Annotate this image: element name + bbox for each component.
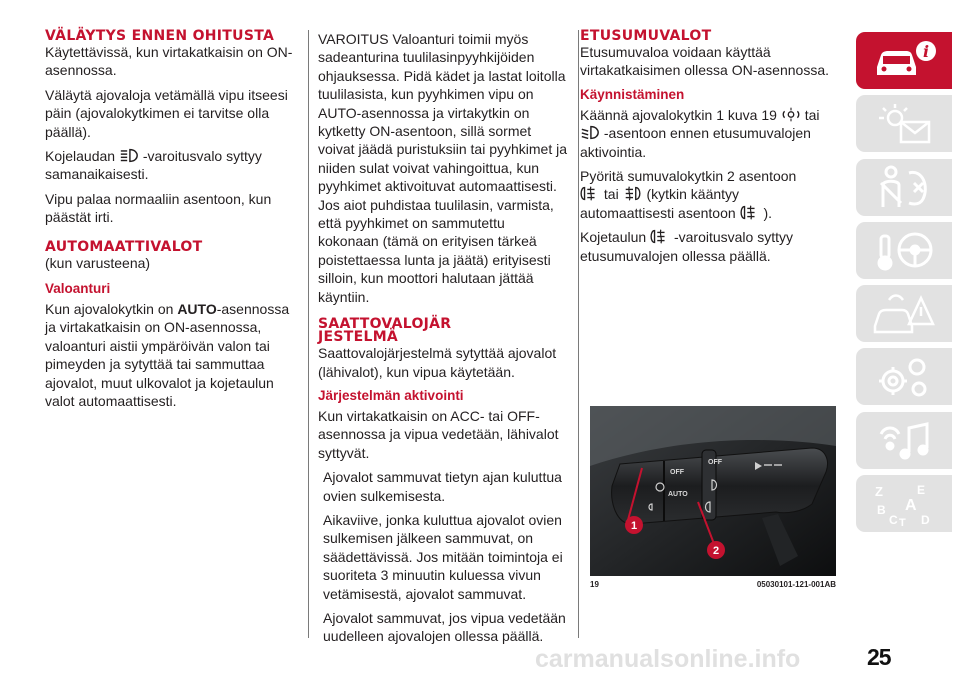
tab-warning-lights[interactable] <box>856 95 952 152</box>
tab-index[interactable] <box>856 475 952 532</box>
text: -varoitusvalo syttyy etusumuvalojen ollessa päällä. <box>580 229 793 264</box>
multimedia-icon <box>869 416 939 464</box>
paragraph: Saattovalojärjestelmä sytyttää ajovalot (lähivalot), kun vipua käytetään. <box>318 345 557 380</box>
text: tai <box>603 186 619 203</box>
text: -varoitusvalo syttyy samanaikaisesti. <box>45 148 262 183</box>
svg-text:Z: Z <box>875 483 883 499</box>
watermark: carmanualsonline.info <box>535 645 801 673</box>
paragraph <box>45 147 297 184</box>
tab-car-info[interactable] <box>856 32 952 89</box>
tab-emergencies[interactable] <box>856 285 952 342</box>
parking-lights-icon <box>781 106 801 123</box>
lever-label-off: OFF <box>708 459 722 466</box>
text: tai <box>804 106 820 123</box>
text: (kytkin kääntyy automaattisesti asentoon <box>580 186 740 221</box>
paragraph: Aikaviive, jonka kuluttua ajovalot ovien sulkemisen jälkeen sammuvat, on säädettävissä. Jos mitään toimintoja ei suoriteta 3 minuutin kuluessa vivun vetämisestä, ajovalot sammuvat. <box>323 511 563 602</box>
heading-system-activation: Järjestelmän aktivointi <box>318 387 464 403</box>
heading-escort-lights: SAATTOVALOJÄR JESTELMÄ <box>318 316 452 346</box>
lever-illustration <box>590 406 836 576</box>
column-right <box>580 30 830 271</box>
text: Käännä ajovalokytkin 1 kuva 19 <box>580 106 777 123</box>
car-info-icon <box>869 37 939 85</box>
svg-text:T: T <box>899 516 906 528</box>
breakdown-icon <box>869 290 939 338</box>
text: Kun ajovalokytkin on <box>45 301 178 318</box>
column-middle <box>318 30 568 652</box>
service-gears-icon <box>869 353 939 401</box>
heading-override: VÄLÄYTYS ENNEN OHITUSTA <box>45 28 275 44</box>
text: Pyöritä sumuvalokytkin 2 asentoon <box>580 168 797 185</box>
warning-paragraph: VAROITUS Valoanturi toimii myös sadeanturina tuulilasinpyyhkijöiden ohjauksessa. Pidä kädet ja lastat loitolla tuulilasista, kun pyyhkimen vipu on AUTO-asennossa ja virtakytkin on kytketty ON-asentoon, sillä sormet voivat jäädä puristuksiin tai pyyhkimet ja niiden sulat voivat vahingoittua, kun pyyhkimet aktivoituvat automaattisesti. Jos aiot puhdistaa tuulilasin, varmista, että pyyhkimet on sammutettu kokonaan (tämä on erityisen tärkeä poistettaessa lunta ja jäätä) erityisesti silloin, kun moottori halutaan jättää käyntiin. <box>318 31 568 305</box>
tab-multimedia[interactable] <box>856 412 952 469</box>
svg-text:D: D <box>921 512 930 527</box>
paragraph <box>45 300 297 410</box>
figure-lever-photo <box>590 406 836 576</box>
heading-activation: Käynnistäminen <box>580 86 685 102</box>
paragraph: Käytettävissä, kun virtakatkaisin on ON-asennossa. <box>45 44 293 79</box>
front-fog-light-icon <box>580 185 600 202</box>
low-beam-icon <box>580 124 600 141</box>
heading-auto-lights: AUTOMAATTIVALOT <box>45 238 203 255</box>
paragraph: Kun virtakatkaisin on ACC- tai OFF-asennossa ja vipua vedetään, lähivalot syttyvät. <box>318 407 559 461</box>
text: -asennossa ja virtakatkaisin on ON-asennossa, valoanturi aistii ympäröivän valon tai pimeyden ja sytyttää tai sammuttaa ajovalot, muut ulkovalot ja kojetaulun valot automaattisesti. <box>45 301 290 410</box>
heading-light-sensor: Valoanturi <box>45 281 111 297</box>
svg-text:E: E <box>917 482 926 497</box>
svg-text:B: B <box>877 502 886 517</box>
svg-text:i: i <box>922 41 930 61</box>
svg-text:C: C <box>889 512 898 527</box>
tab-starting-driving[interactable] <box>856 222 952 279</box>
tab-safety[interactable] <box>856 159 952 216</box>
callout-2: 2 <box>712 545 720 557</box>
figure-number: 19 <box>590 580 599 589</box>
high-beam-icon <box>119 147 139 164</box>
warning-lights-icon <box>869 100 939 148</box>
column-left <box>45 30 297 417</box>
section-sidebar <box>852 32 960 538</box>
tab-service[interactable] <box>856 348 952 405</box>
seatbelt-airbag-icon <box>869 163 939 211</box>
text: Kojelaudan <box>45 148 116 165</box>
column-divider <box>578 30 579 638</box>
paragraph: Vipu palaa normaaliin asentoon, kun päästät irti. <box>45 190 272 226</box>
paragraph: Etusumuvaloa voidaan käyttää virtakatkaisimen ollessa ON-asennossa. <box>580 44 829 79</box>
page-number: 25 <box>867 644 891 670</box>
paragraph <box>580 106 830 161</box>
lever-label-auto: AUTO <box>668 491 688 498</box>
paragraph <box>580 167 830 222</box>
paragraph <box>580 228 830 265</box>
svg-text:A: A <box>905 496 917 514</box>
heading-front-fog-lights: ETUSUMUVALOT <box>580 28 712 44</box>
column-divider <box>308 30 309 638</box>
paragraph: Ajovalot sammuvat tietyn ajan kuluttua ovien sulkemisesta. <box>323 469 562 504</box>
rear-fog-light-icon <box>623 185 643 202</box>
paragraph: Ajovalot sammuvat, jos vipua vedetään uudelleen ajovalojen ollessa päällä. <box>323 609 566 645</box>
text-bold: AUTO <box>177 301 217 318</box>
key-steering-icon <box>869 226 939 274</box>
figure-reference: 05030101-121-001AB <box>756 580 836 589</box>
callout-1: 1 <box>630 520 638 532</box>
subheading-availability: (kun varusteena) <box>45 254 151 271</box>
front-fog-light-icon <box>650 228 670 245</box>
paragraph: Väläytä ajovaloja vetämällä vipu itseesi päin (ajovalokytkimen ei tarvitse olla päällä). <box>45 86 288 140</box>
text: Kojetaulun <box>580 229 647 246</box>
front-fog-light-icon <box>740 204 760 221</box>
text: ). <box>763 204 772 221</box>
lever-label-off: OFF <box>670 469 684 476</box>
text: -asentoon ennen etusumuvalojen aktivointia. <box>580 125 811 160</box>
index-icon <box>869 480 939 528</box>
